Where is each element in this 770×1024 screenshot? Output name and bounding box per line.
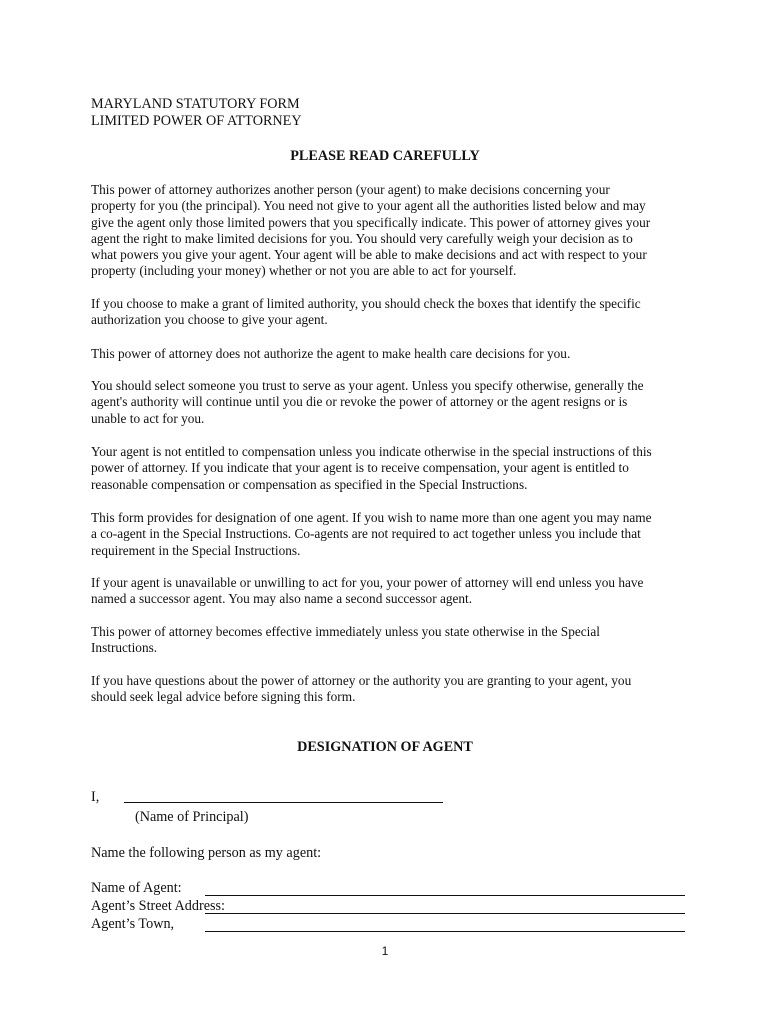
heading-designation-of-agent: DESIGNATION OF AGENT: [297, 739, 473, 755]
paragraph-line: This power of attorney does not authorize the agent to make health care decisions for you.: [91, 346, 571, 361]
principal-prefix: I,: [91, 789, 100, 805]
heading-please-read-carefully: PLEASE READ CAREFULLY: [290, 148, 480, 164]
paragraph-line: authorization you choose to give your agent.: [91, 312, 328, 328]
paragraph-line: Your agent is not entitled to compensation unless you indicate otherwise in the special instructions of this: [91, 444, 652, 459]
paragraph-line: power of attorney. If you indicate that your agent is to receive compensation, your agent is entitled to: [91, 460, 629, 476]
paragraph-line: Instructions.: [91, 640, 158, 656]
paragraph-co-agent: [91, 510, 691, 559]
paragraph-health-care: [91, 346, 691, 362]
page-number: 1: [381, 944, 389, 958]
paragraph-line: agent's authority will continue until you die or revoke the power of attorney or the agent resigns or is: [91, 394, 628, 410]
paragraph-line: a co-agent in the Special Instructions. Co-agents are not required to act together unless you include that: [91, 526, 641, 542]
paragraph-successor-agent: [91, 575, 691, 608]
paragraph-select-agent: [91, 378, 691, 427]
paragraph-line: If you choose to make a grant of limited authority, you should check the boxes that identify the specific: [91, 296, 641, 311]
paragraph-effective: [91, 624, 691, 657]
paragraph-line: give the agent only those limited powers that you specifically indicate. This power of attorney gives your: [91, 214, 651, 230]
paragraph-line: requirement in the Special Instructions.: [91, 542, 301, 558]
paragraph-line: If you have questions about the power of attorney or the authority you are granting to your agent, you: [91, 673, 632, 688]
paragraph-line: reasonable compensation or compensation as specified in the Special Instructions.: [91, 476, 528, 492]
paragraph-line: This form provides for designation of one agent. If you wish to name more than one agent you may name: [91, 510, 652, 525]
paragraph-compensation: [91, 444, 691, 493]
paragraph-authorization: [91, 182, 691, 280]
agent-town-underline: [205, 931, 685, 932]
paragraph-line: If your agent is unavailable or unwilling to act for you, your power of attorney will end unless you have: [91, 575, 644, 590]
paragraph-legal-advice: [91, 673, 691, 706]
paragraph-line: This power of attorney becomes effective immediately unless you state otherwise in the Special: [91, 624, 600, 639]
agent-street-label: Agent’s Street Address:: [91, 898, 225, 914]
paragraph-line: property (including your money) whether or not you are able to act for yourself.: [91, 263, 517, 279]
paragraph-line: unable to act for you.: [91, 410, 205, 426]
agent-name-label: Name of Agent:: [91, 880, 182, 896]
form-title-line-1: MARYLAND STATUTORY FORM: [91, 96, 300, 112]
paragraph-line: should seek legal advice before signing this form.: [91, 689, 356, 705]
paragraph-line: You should select someone you trust to serve as your agent. Unless you specify otherwise, generally the: [91, 378, 644, 393]
paragraph-line: named a successor agent. You may also name a second successor agent.: [91, 591, 473, 607]
paragraph-line: This power of attorney authorizes another person (your agent) to make decisions concerning your: [91, 182, 610, 197]
agent-street-underline: [205, 913, 685, 914]
principal-name-underline: [124, 802, 443, 803]
paragraph-line: property for you (the principal). You need not give to your agent all the authorities listed below and may: [91, 198, 646, 214]
paragraph-line: agent the right to make limited decisions for you. You should very carefully weigh your decision as to: [91, 230, 633, 246]
principal-name-caption: (Name of Principal): [135, 809, 249, 825]
paragraph-line: what powers you give your agent. Your agent will be able to make decisions and act with respect to your: [91, 247, 647, 263]
agent-name-underline: [205, 895, 685, 896]
form-title-line-2: LIMITED POWER OF ATTORNEY: [91, 113, 302, 129]
paragraph-limited-authority: [91, 296, 691, 329]
agent-town-label: Agent’s Town,: [91, 916, 175, 932]
agent-intro-text: Name the following person as my agent:: [91, 845, 322, 861]
